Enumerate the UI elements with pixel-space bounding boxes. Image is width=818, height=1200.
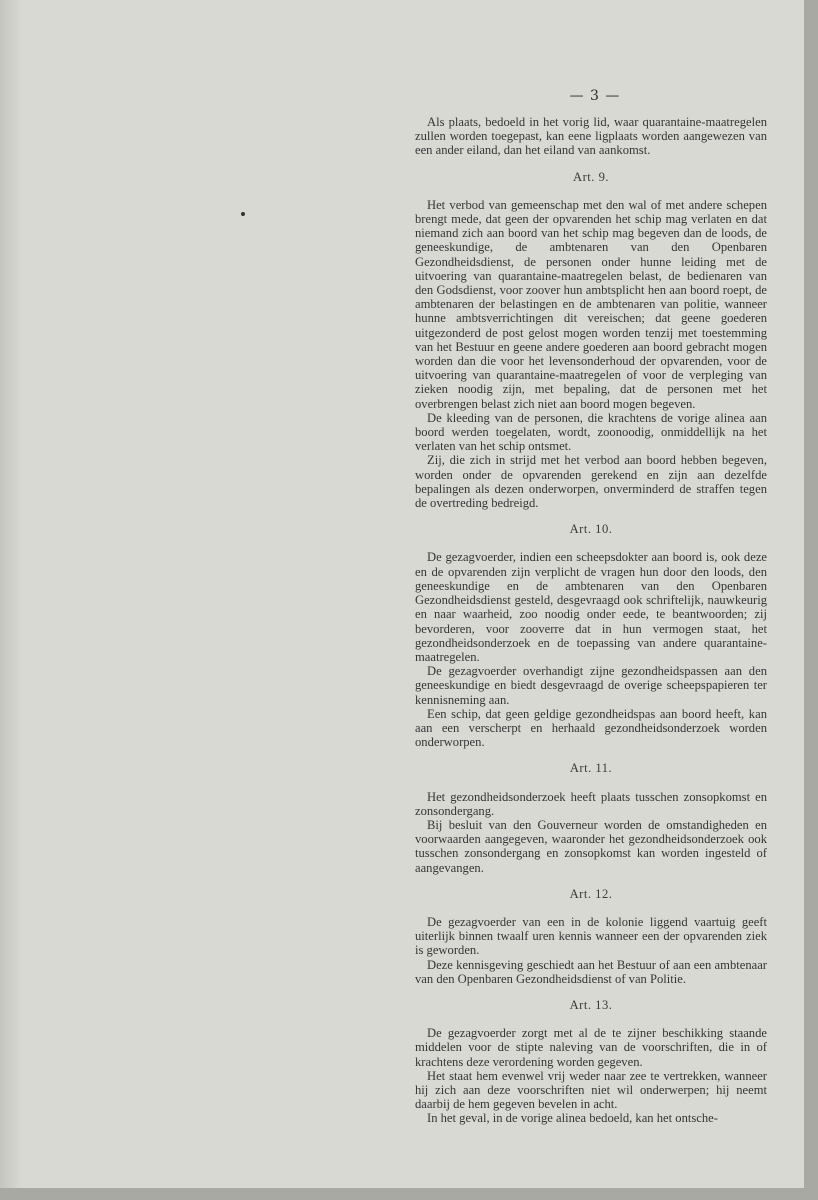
page-fold-shadow (0, 0, 22, 1200)
page-number: — 3 — (569, 88, 621, 104)
article-paragraph: De gezagvoerder zorgt met al de te zijner beschikking staande middelen voor de stipte naleving van de voorschriften, die in of krachtens deze verordening worden gegeven. (415, 1026, 767, 1069)
ink-speck (241, 212, 245, 216)
article-heading: Art. 9. (572, 169, 610, 184)
article-heading: Art. 11. (569, 761, 613, 776)
article-paragraph: Het gezondheidsonderzoek heeft plaats tusschen zonsopkomst en zonsondergang. (415, 789, 767, 818)
article-paragraph: De gezagvoerder van een in de kolonie liggend vaartuig geeft uiterlijk binnen twaalf uren kennis wanneer een der opvarenden ziek is geworden. (415, 914, 767, 958)
article-paragraph: Een schip, dat geen geldige gezondheidspas aan boord heeft, kan aan een verscherpt en herhaald gezondheidsonderzoek worden onderworpen. (415, 706, 767, 750)
article-heading: Art. 13. (569, 997, 613, 1012)
article-paragraph: Deze kennisgeving geschiedt aan het Bestuur of aan een ambtenaar van den Openbaren Gezondheidsdienst of van Politie. (415, 957, 767, 986)
article-heading: Art. 10. (569, 522, 613, 537)
bottom-edge (0, 1188, 818, 1200)
article-paragraph: De gezagvoerder overhandigt zijne gezondheidspassen aan den geneeskundige en biedt desgevraagd de overige scheepspapieren ter kennisneming aan. (415, 664, 767, 707)
article-paragraph: Bij besluit van den Gouverneur worden de omstandigheden en voorwaarden aangegeven, waaronder het gezondheidsonderzoek ook tusschen zonsondergang en zonsopkomst kan worden ingesteld of aangevangen. (415, 817, 767, 875)
article-heading: Art. 12. (569, 886, 613, 901)
article-paragraph: In het geval, in de vorige alinea bedoeld, kan het ontsche- (427, 1111, 718, 1126)
article-paragraph: Zij, die zich in strijd met het verbod aan boord hebben begeven, worden onder de opvarenden gerekend en zijn aan dezelfde bepalingen als dezen onderworpen, onverminderd de straffen tegen de overtreding bedreigd. (415, 453, 767, 511)
article-paragraph: Het verbod van gemeenschap met den wal of met andere schepen brengt mede, dat geen der opvarenden het schip mag verlaten en dat niemand zich aan boord van het schip mag begeven dan de loods, de geneeskundige, de ambtenaren van den Openbaren Gezondheidsdienst, de personen onder hunne leiding met de uitvoering van quarantaine-maatregelen belast, de bedienaren van den Godsdienst, voor zoover hun ambtsplicht hen aan boord roept, de ambtenaren der belastingen en de ambtenaren van politie, wanneer hunne ambtsverrichtingen dit vereischen; dat geene goederen uitgezonderd de post gelost mogen worden tenzij met toestemming van het Bestuur en geene andere goederen aan boord gebracht mogen worden dan die voor het levensonderhoud der opvarenden, voor de uitvoering van quarantaine-maatregelen of voor de verpleging van zieken noodig zijn, met bepaling, dat de personen met het overbrengen belast zich niet aan boord mogen begeven. (415, 197, 767, 411)
right-edge (804, 0, 818, 1200)
text-column (415, 115, 767, 1126)
article-paragraph: De kleeding van de personen, die krachtens de vorige alinea aan boord werden toegelaten, wordt, zoonoodig, onmiddellijk na het verlaten van het schip ontsmet. (415, 410, 767, 454)
article-paragraph: Het staat hem evenwel vrij weder naar zee te vertrekken, wanneer hij zich aan deze voorschriften niet wil onderwerpen; hij neemt daarbij de hem gegeven bevelen in acht. (415, 1068, 767, 1112)
intro-paragraph: Als plaats, bedoeld in het vorig lid, waar quarantaine-maatregelen zullen worden toegepast, kan eene ligplaats worden aangewezen van een ander eiland, dan het eiland van aankomst. (415, 115, 767, 158)
article-paragraph: De gezagvoerder, indien een scheepsdokter aan boord is, ook deze en de opvarenden zijn verplicht de vragen hun door den loods, den geneeskundige en de ambtenaren van den Openbaren Gezondheidsdienst gesteld, desgevraagd ook schriftelijk, nauwkeurig en naar waarheid, zoo noodig onder eede, te beantwoorden; zij bevorderen, voor zooverre dat in hun vermogen staat, het gezondheidsonderzoek en de toepassing van andere quarantaine-maatregelen. (415, 550, 767, 664)
